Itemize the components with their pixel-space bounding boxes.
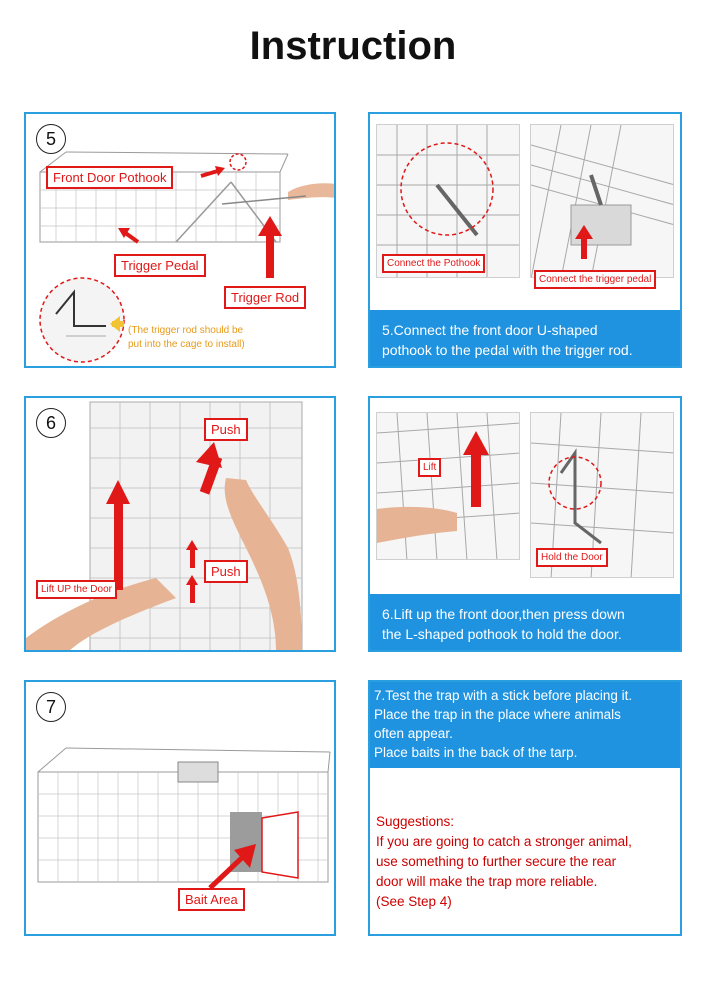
red-arrow-icon	[463, 431, 489, 455]
step7-text-panel	[368, 680, 682, 936]
label-lift-up-door: Lift UP the Door	[36, 580, 117, 599]
step6-photo-panel-right	[368, 396, 682, 652]
step6-description: 6.Lift up the front door,then press down the L-shaped pothook to hold the door.	[370, 594, 680, 650]
label-trigger-rod: Trigger Rod	[224, 286, 306, 309]
install-note: (The trigger rod should be put into the cage to install)	[128, 325, 245, 350]
step7-photo-panel	[24, 680, 336, 936]
step5-photo-panel	[368, 112, 682, 368]
step5-diagram-panel	[24, 112, 336, 368]
lift-door-illustration	[26, 398, 336, 652]
label-front-door-pothook: Front Door Pothook	[46, 166, 173, 189]
step6-photo-panel	[24, 396, 336, 652]
step-number-badge: 6	[36, 408, 66, 438]
suggestions-text: Suggestions: If you are going to catch a stronger animal, use something to further secure the rear door will make the trap more reliable. (See Step 4)	[376, 814, 632, 909]
label-push-top: Push	[204, 418, 248, 441]
red-arrow-icon	[215, 166, 225, 176]
label-push-bottom: Push	[204, 560, 248, 583]
step5-description: 5.Connect the front door U-shaped pothook to the pedal with the trigger rod.	[370, 310, 680, 366]
label-lift: Lift	[418, 458, 441, 477]
label-bait-area: Bait Area	[178, 888, 245, 911]
label-hold-the-door: Hold the Door	[536, 548, 608, 567]
photo-lift-door	[376, 412, 520, 560]
photo-connect-trigger	[530, 124, 674, 278]
label-trigger-pedal: Trigger Pedal	[114, 254, 206, 277]
step7-description: 7.Test the trap with a stick before placing it. Place the trap in the place where animals often appear. Place baits in the back of the tarp.	[370, 682, 680, 768]
label-connect-pothook: Connect the Pothook	[382, 254, 485, 273]
page-title: Instruction	[249, 24, 457, 68]
step-number-badge: 5	[36, 124, 66, 154]
step-number-badge: 7	[36, 692, 66, 722]
label-connect-trigger-pedal: Connect the trigger pedal	[534, 270, 656, 289]
